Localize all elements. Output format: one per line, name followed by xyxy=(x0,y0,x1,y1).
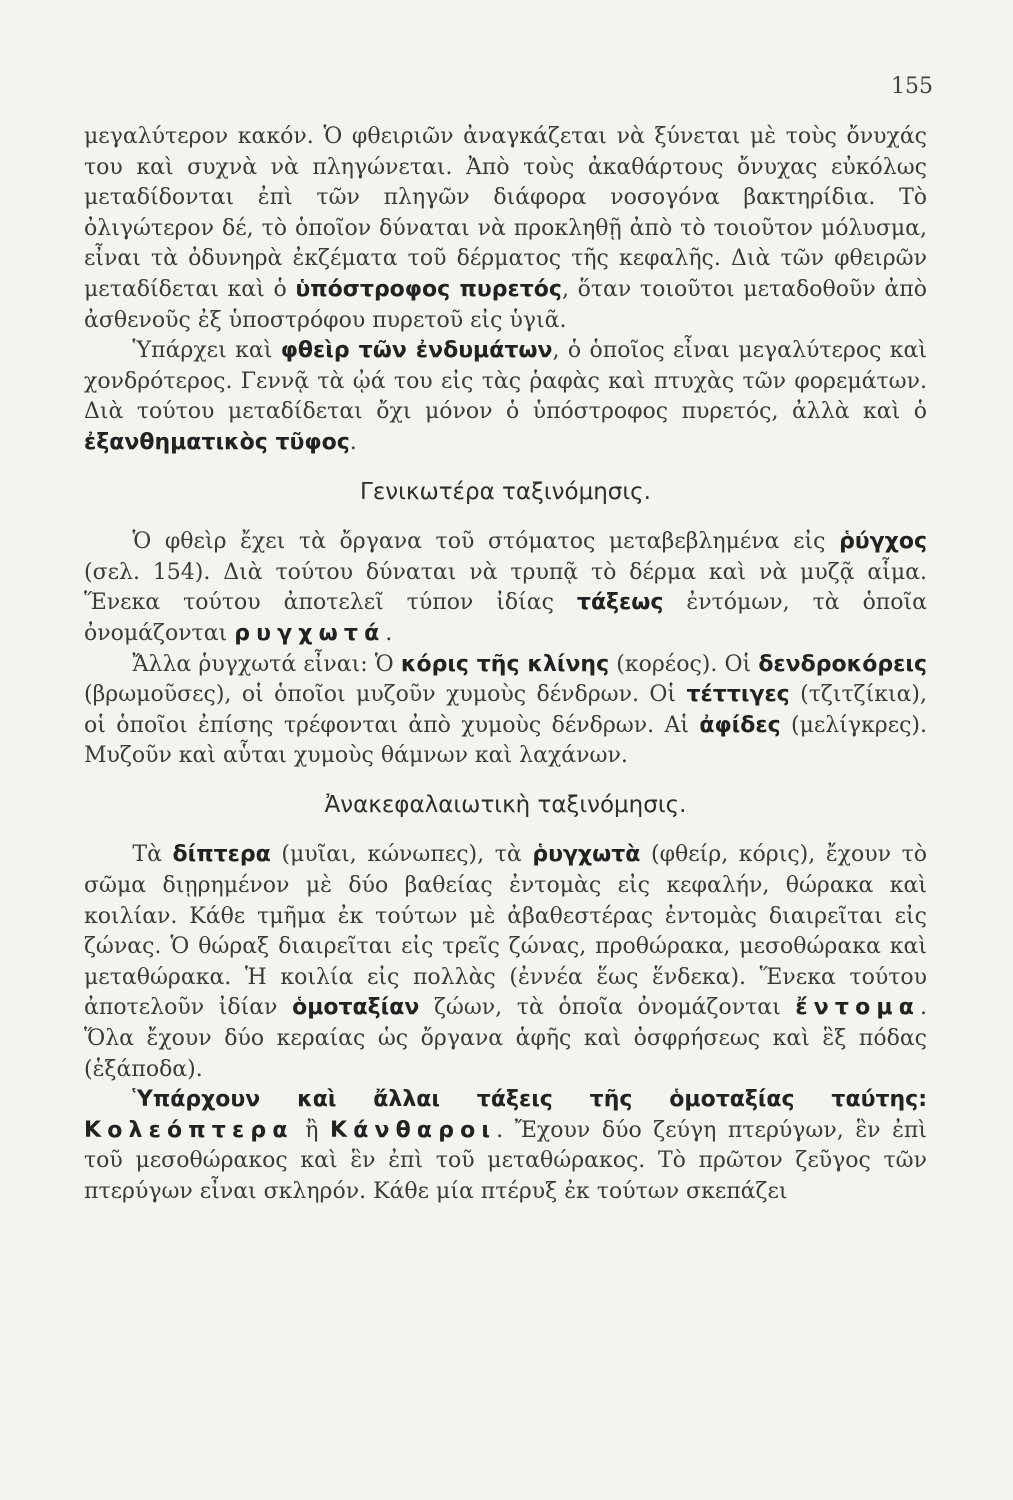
spaced-bold-term: Κολεόπτερα xyxy=(84,1117,294,1143)
bold-term: Ὑπάρχουν καὶ ἄλλαι τάξεις τῆς ὁμοταξίας ταύτης: xyxy=(132,1087,927,1113)
section-heading-general-classification: Γενικωτέρα ταξινόμησις. xyxy=(360,478,651,505)
paragraph-body-louse xyxy=(84,336,927,458)
bold-term: κόρις τῆς κλίνης xyxy=(400,651,610,677)
text-run: (βρωμοῦσες), οἱ ὁποῖοι μυζοῦν χυμοὺς δένδρων. Οἱ xyxy=(84,682,687,708)
text-run: μεγαλύτερον κακόν. Ὁ φθειριῶν ἀναγκάζεται νὰ ξύνεται μὲ τοὺς ὄνυχάς του καὶ συχνὰ νὰ πληγώνεται. Ἀπὸ τοὺς ἀκαθάρτους ὄνυχας εὐκόλως μεταδίδονται ἐπὶ τῶν πληγῶν διάφορα νοσογόνα βακτηρίδια. Τὸ ὀλιγώτερον δέ, τὸ ὁποῖον δύναται νὰ προκληθῇ ἀπὸ τὸ τοιοῦτον μόλυσμα, εἶναι τὰ ὀδυνηρὰ ἐκζέματα τοῦ δέρματος τῆς κεφαλῆς. Διὰ τῶν φθειρῶν μεταδίδεται καὶ ὁ xyxy=(84,124,927,302)
text-run: , ὅταν τοιοῦτοι μεταδοθοῦν ἀπὸ ἀσθενοῦς ἐξ ὑποστρόφου πυρετοῦ εἰς ὑγιᾶ. xyxy=(84,276,927,333)
text-run: , ὁ ὁποῖος εἶναι μεγαλύτερος καὶ χονδρότερος. Γεννᾷ τὰ ᾠά του εἰς τὰς ῥαφὰς καὶ πτυχὰς τῶν φορεμάτων. Διὰ τούτου μεταδίδεται ὄχι μόνον ὁ ὑπόστροφος πυρετός, ἀλλὰ καὶ ὁ xyxy=(84,338,928,425)
paragraph-other-rhynchota xyxy=(84,650,927,772)
bold-term: ἀφίδες xyxy=(699,712,781,738)
bold-term: τέττιγες xyxy=(686,682,790,708)
text-run: . Ἔχουν δύο ζεύγη πτερύγων, ἓν ἐπὶ τοῦ μεσοθώρακος καὶ ἓν ἐπὶ τοῦ μεταθώρακος. Τὸ πρῶτον ζεῦγος τῶν πτερύγων εἶναι σκληρόν. Κάθε μία πτέρυξ ἐκ τούτων σκεπάζει xyxy=(84,1117,927,1204)
bold-term: ῥυγχωτὰ xyxy=(532,842,641,868)
text-run: Ὑπάρχει καὶ xyxy=(132,338,281,364)
bold-term: ἐξανθηματικὸς τῦφος xyxy=(84,429,350,455)
text-run: ζώων, τὰ ὁποῖα ὀνομάζονται xyxy=(419,995,796,1021)
section-heading-summary-classification: Ἀνακεφαλαιωτικὴ ταξινόμησις. xyxy=(324,791,687,818)
spaced-bold-term: Κάνθαροι xyxy=(330,1117,497,1143)
text-run: . xyxy=(385,620,393,646)
spaced-bold-term: ρυγχωτά xyxy=(234,620,386,646)
text-run: . Ὅλα ἔχουν δύο κεραίας ὡς ὄργανα ἁφῆς καὶ ὀσφρήσεως καὶ ἓξ πόδας (ἑξάποδα). xyxy=(84,995,928,1082)
spaced-bold-term: ἔντομα xyxy=(795,995,921,1021)
text-run: (φθείρ, κόρις), ἔχουν τὸ σῶμα διῃρημένον μὲ δύο βαθείας ἐντομὰς εἰς κεφαλήν, θώρακα καὶ κοιλίαν. Κάθε τμῆμα ἐκ τούτων μὲ ἀβαθεστέρας ἐντομὰς διαιρεῖται εἰς ζώνας. Ὁ θώραξ διαιρεῖται εἰς τρεῖς ζώνας, προθώρακα, μεσοθώρακα καὶ μεταθώρακα. Ἡ κοιλία εἰς πολλὰς (ἐννέα ἕως ἕνδεκα). Ἕνεκα τούτου ἀποτελοῦν ἰδίαν xyxy=(84,842,927,1021)
paragraph-insects xyxy=(84,840,927,1085)
text-run: Τὰ xyxy=(132,842,173,868)
bold-term: ῥύγχος xyxy=(839,529,927,555)
text-run: Ὁ φθεὶρ ἔχει τὰ ὄργανα τοῦ στόματος μεταβεβλημένα εἰς xyxy=(132,529,840,555)
text-run: Ἄλλα ῥυγχωτά εἶναι: Ὁ xyxy=(132,651,401,677)
text-run: ἢ xyxy=(293,1117,331,1143)
text-run: (τζιτζίκια), οἱ ὁποῖοι ἐπίσης τρέφονται ἀπὸ χυμοὺς δένδρων. Αἱ xyxy=(84,682,928,738)
text-run: . xyxy=(349,429,357,455)
bold-term: τάξεως xyxy=(576,590,664,616)
paragraph-proboscis xyxy=(84,527,927,649)
bold-term: δενδροκόρεις xyxy=(758,651,927,677)
bold-term: ὑπόστροφος πυρετός xyxy=(295,276,562,302)
text-run: ἐντόμων, τὰ ὁποῖα ὀνομάζονται xyxy=(84,590,927,646)
text-run: (κορέος). Οἱ xyxy=(609,651,759,677)
paragraph-other-orders xyxy=(84,1085,927,1207)
page-number: 155 xyxy=(891,74,933,99)
body-text xyxy=(84,122,927,1208)
text-run: (σελ. 154). Διὰ τούτου δύναται νὰ τρυπᾷ τὸ δέρμα καὶ νὰ μυζᾷ αἷμα. Ἕνεκα τούτου ἀποτελεῖ τύπον ἰδίας xyxy=(84,559,927,616)
bold-term: φθεὶρ τῶν ἐνδυμάτων xyxy=(280,338,553,364)
text-run: (μυῖαι, κώνωπες), τὰ xyxy=(270,842,533,868)
bold-term: δίπτερα xyxy=(172,842,271,868)
bold-term: ὁμοταξίαν xyxy=(292,995,420,1021)
paragraph-lice-harm xyxy=(84,122,927,336)
text-run: (μελίγκρες). Μυζοῦν καὶ αὗται χυμοὺς θάμνων καὶ λαχάνων. xyxy=(84,712,927,769)
